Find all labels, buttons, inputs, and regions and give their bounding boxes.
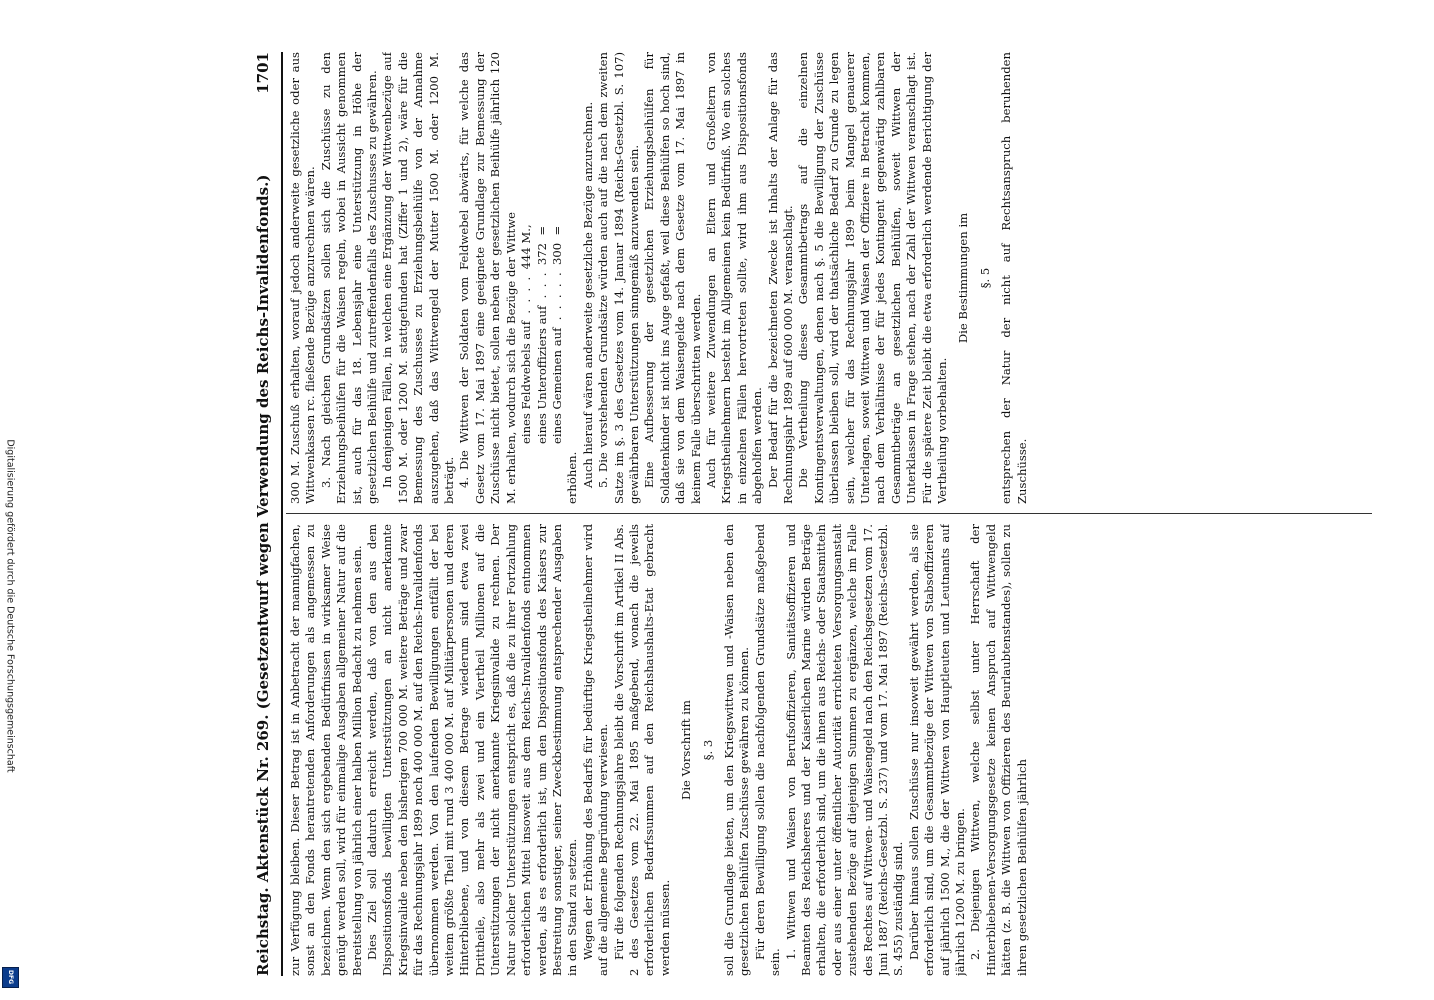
amount-row: eines Gemeinen auf . . . . . 300 =	[549, 225, 564, 444]
paragraph: 2. Diejenigen Wittwen, welche selbst unter Herrschaft der Hinterbliebenen-Versorgungsgesetze keinen Anspruch auf Wittwengeld hätten (z. B. die Wittwen von Offizieren des Beurlaubtenstandes), sollen zu ihren gesetzlichen Beihülfen jährlich	[968, 524, 1029, 976]
paragraph: Für die folgenden Rechnungsjahre bleibt die Vorschrift im Artikel II Abs. 2 des Gesetzes vom 22. Mai 1895 maßgebend, wonach die jeweils erforderlichen Bedarfssummen auf den Reichshaushalts-Etat gebracht werden müssen.	[611, 524, 672, 976]
amount-row: eines Feldwebels auf . . . . 444 M.,	[519, 224, 534, 444]
paragraph: Für deren Bewilligung sollen die nachfolgenden Grundsätze maßgebend sein.	[752, 524, 783, 976]
paragraph: Die Vertheilung dieses Gesammtbetrags auf die einzelnen Kontingentsverwaltungen, denen nach §. 5 die Bewilligung der Zuschüsse überlassen bleiben soll, wird der thatsächliche Bedarf zu Grunde zu legen sein, welcher für das Rechnungsjahr 1899 beim Mangel genauerer Unterlagen, soweit Wittwen und Waisen der Offiziere in Betracht kommen, nach dem Verhältnisse der für jedes Kontingent gegenwärtig zahlbaren Gesammtbeträge an gesetzlichen Beihülfen, soweit Wittwen der Unterklassen in Frage stehen, nach der Zahl der Wittwen veranschlagt ist. Für die spätere Zeit bleibt die etwa erforderlich werdende Berichtigung der Vertheilung vorbehalten.	[796, 52, 950, 504]
amount-row: eines Unteroffiziers auf . . . 372 =	[534, 225, 549, 444]
paragraph: Dies Ziel soll dadurch erreicht werden, daß von den aus dem Dispositionsfonds bewilligten Unterstützungen an nicht anerkannte Kriegsinvalide neben den bisherigen 700 000 M. weitere Beträge und zwar für das Rechnungsjahr 1899 noch 400 000 M. auf den Reichs-Invalidenfonds übernommen werden. Von den laufenden Bewilligungen entfällt der bei weitem größte Theil mit rund 3 400 000 M. auf Militärpersonen und deren Hinterbliebene, und von diesem Betrage wiederum sind etwa zwei Drittheile, also mehr als zwei und ein Viertheil Millionen auf die Unterstützungen der nicht anerkannte Kriegsinvalide zu rechnen. Der Natur solcher Unterstützungen entspricht es, daß die zu ihrer Fortzahlung erforderlichen Mittel insoweit aus dem Reichs-Invalidenfonds entnommen werden, als es erforderlich ist, um den Dispositionsfonds des Kaisers zur Bestreitung sonstiger, seiner Zweckbestimmung entsprechender Ausgaben in den Stand zu setzen.	[365, 524, 580, 976]
paragraph: Auch für weitere Zuwendungen an Eltern und Großeltern von Kriegstheilnehmern besteht im Allgemeinen kein Bedürfniß. Wo ein solches in einzelnen Fällen hervortreten sollte, wird ihm aus Dispositionsfonds abgeholfen werden.	[703, 52, 765, 504]
paragraph: Wegen der Erhöhung des Bedarfs für bedürftige Kriegstheilnehmer wird auf die allgemeine Begründung verwiesen.	[580, 524, 611, 976]
column-rule	[286, 513, 1372, 514]
paragraph: Darüber hinaus sollen Zuschüsse nur insoweit gewährt werden, als sie erforderlich sind, um die Gesammtbezüge der Wittwen von Stabsoffizieren auf jährlich 1500 M., die der Wittwen von Hauptleuten und Leutnants auf jährlich 1200 M. zu bringen.	[906, 524, 968, 976]
paragraph: Die Vorschrift im	[679, 700, 694, 800]
sidebar	[0, 0, 20, 1000]
dfg-logo: DFG	[2, 967, 19, 988]
paragraph: Auch hierauf wären anderweite gesetzliche Bezüge anzurechnen.	[580, 101, 595, 488]
page-number: 1701	[254, 52, 272, 94]
running-head-title: Reichstag. Aktenstück Nr. 269. (Gesetzentwurf wegen Verwendung des Reichs-Invalidenfonds.)	[254, 174, 272, 976]
paragraph: Der Bedarf für die bezeichneten Zwecke ist Inhalts der Anlage für das Rechnungsjahr 1899 auf 600 000 M. veranschlagt.	[765, 52, 795, 504]
rotated-page	[250, 40, 1380, 988]
paragraph: 5. Die vorstehenden Grundsätze würden auch auf die nach dem zweiten Satze im §. 3 des Gesetzes vom 14. Januar 1894 (Reichs-Gesetzbl. S. 107) gewährbaren Unterstützungen sinngemäß anzuwenden sein.	[596, 52, 641, 504]
paragraph: Eine Aufbesserung der gesetzlichen Erziehungsbeihülfen für Soldatenkinder ist nicht ins Auge gefaßt, weil diese Beihülfen so hoch sind, daß sie von dem Waisengelde nach dem Gesetze vom 17. Mai 1897 in keinem Falle überschritten werden.	[642, 52, 703, 504]
running-head	[254, 52, 280, 976]
paragraph: soll die Grundlage bieten, um den Kriegswittwen und -Waisen neben den gesetzlichen Beihülfen Zuschüsse gewähren zu können.	[721, 524, 752, 976]
section-heading: §. 3	[700, 739, 715, 761]
paragraph: 300 M. Zuschuß erhalten, worauf jedoch anderweite gesetzliche oder aus Wittwenkassen rc. fließende Bezüge anzurechnen wären.	[288, 52, 318, 504]
dfg-credit-text: Digitalisierung gefördert durch die Deutsche Forschungsgemeinschaft	[4, 439, 16, 773]
right-column	[288, 52, 1372, 504]
paragraph: In denjenigen Fällen, in welchen eine Ergänzung der Wittwenbezüge auf 1500 M. oder 1200 M. stattgefunden hat (Ziffer 1 und 2), wäre für die Bemessung des Zuschusses zu Erziehungsbeihülfe von der Annahme auszugehen, daß das Wittwengeld der Mutter 1500 M. oder 1200 M. beträgt.	[380, 52, 457, 504]
paragraph: erhöhen.	[565, 451, 580, 504]
paragraph: zur Verfügung bleiben. Dieser Betrag ist in Anbetracht der mannigfachen, sonst an den Fonds herantretenden Anforderungen als angemessen zu bezeichnen. Wenn den sich ergebenden Bedürfnissen in wirksamer Weise genügt werden soll, wird für einmalige Ausgaben allgemeiner Natur auf die Bereitstellung von jährlich einer halben Million Bedacht zu nehmen sein.	[288, 524, 364, 976]
section-heading: §. 5	[977, 267, 992, 289]
scanned-page	[250, 40, 1380, 988]
paragraph: 3. Nach gleichen Grundsätzen sollen sich die Zuschüsse zu den Erziehungsbeihülfen für die Waisen regeln, wobei in Aussicht genommen ist, auch für das 18. Lebensjahr eine Unterstützung in Höhe der gesetzlichen Beihülfe und zutreffendenfalls des Zuschusses zu gewähren.	[318, 52, 380, 504]
header-rule	[281, 52, 283, 976]
paragraph: entsprechen der Natur der nicht auf Rechtsanspruch beruhenden Zuschüsse.	[999, 52, 1029, 504]
paragraph: 4. Die Wittwen der Soldaten vom Feldwebel abwärts, für welche das Gesetz vom 17. Mai 1897 eine geeignete Grundlage zur Bemessung der Zuschüsse nicht bietet, sollen neben der gesetzlichen Beihülfe jährlich 120 M. erhalten, wodurch sich die Bezüge der Wittwe	[457, 52, 518, 504]
left-column	[288, 524, 1372, 976]
paragraph: 1. Wittwen und Waisen von Berufsoffizieren, Sanitätsoffizieren und Beamten des Reichsheeres und der Kaiserlichen Marine würden Beträge erhalten, die erforderlich sind, um die ihnen aus Reichs- oder Staatsmitteln oder aus einer unter öffentlicher Autorität errichteten Versorgungsanstalt zustehenden Bezüge auf diejenigen Summen zu ergänzen, welche im Falle des Rechtes auf Wittwen- und Waisengeld nach den Reichsgesetzen vom 17. Juni 1887 (Reichs-Gesetzbl. S. 237) und vom 17. Mai 1897 (Reichs-Gesetzbl. S. 455) zuständig sind.	[783, 524, 906, 976]
paragraph: Die Bestimmungen im	[956, 212, 971, 344]
page-content	[250, 40, 1380, 988]
